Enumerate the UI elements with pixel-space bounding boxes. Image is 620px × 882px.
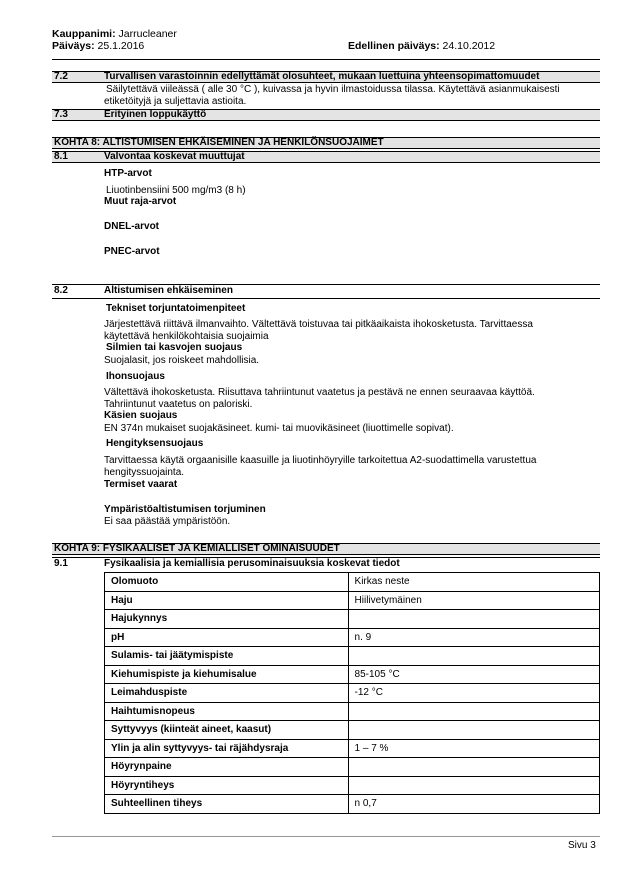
section-8-2-bottom-rule	[52, 298, 600, 299]
property-value: Kirkas neste	[348, 573, 599, 592]
skin-protection-label: Ihonsuojaus	[106, 371, 165, 382]
company-line	[52, 28, 177, 40]
section-7-2-title: Turvallisen varastoinnin edellyttämät olosuhteet, mukaan luettuina yhteensopimattomuudet	[104, 71, 540, 82]
property-label: Haju	[105, 591, 349, 610]
property-value: 1 – 7 %	[348, 739, 599, 758]
property-label: Ylin ja alin syttyvyys- tai räjähdysraja	[105, 739, 349, 758]
table-row	[105, 684, 600, 703]
table-row	[105, 795, 600, 814]
property-label: Hajukynnys	[105, 610, 349, 629]
eye-protection-label: Silmien tai kasvojen suojaus	[106, 342, 243, 353]
table-row	[105, 647, 600, 666]
section-7-3-number: 7.3	[54, 109, 68, 120]
table-row	[105, 739, 600, 758]
property-value	[348, 721, 599, 740]
section-8-1-number: 8.1	[54, 151, 68, 162]
table-row	[105, 610, 600, 629]
property-value	[348, 647, 599, 666]
technical-measures-line-1: Järjestettävä riittävä ilmanvaihto. Vältettävä toistuvaa tai pitkäaikaista ihokosketusta. Tarvittaessa	[104, 319, 533, 330]
respiratory-protection-label: Hengityksensuojaus	[106, 438, 204, 449]
section-8-2-number: 8.2	[54, 285, 68, 296]
table-row	[105, 702, 600, 721]
eye-protection-text: Suojalasit, jos roiskeet mahdollisia.	[104, 355, 260, 366]
prev-date-line	[348, 40, 495, 52]
technical-measures-label: Tekniset torjuntatoimenpiteet	[106, 303, 246, 314]
section-7-2-number: 7.2	[54, 71, 68, 82]
company-label: Kauppanimi:	[52, 28, 116, 40]
property-value: n 0,7	[348, 795, 599, 814]
section-9-1-number: 9.1	[54, 558, 68, 569]
environmental-exposure-text: Ei saa päästää ympäristöön.	[104, 516, 231, 527]
property-label: pH	[105, 628, 349, 647]
table-row	[105, 628, 600, 647]
section-7-3-title: Erityinen loppukäyttö	[104, 109, 207, 120]
section-8-2-title: Altistumisen ehkäiseminen	[104, 285, 233, 296]
header-divider	[52, 59, 600, 60]
kohta-9-title: KOHTA 9: FYSIKAALISET JA KEMIALLISET OMINAISUUDET	[54, 543, 340, 554]
property-value: n. 9	[348, 628, 599, 647]
property-label: Kiehumispiste ja kiehumisalue	[105, 665, 349, 684]
properties-table	[104, 572, 600, 814]
property-label: Sulamis- tai jäätymispiste	[105, 647, 349, 666]
property-value: 85-105 °C	[348, 665, 599, 684]
section-9-1-title: Fysikaalisia ja kemiallisia perusominaisuuksia koskevat tiedot	[104, 558, 400, 569]
footer-divider	[52, 836, 600, 837]
table-row	[105, 573, 600, 592]
storage-text-line-1: Säilytettävä viileässä ( alle 30 °C ), kuivassa ja hyvin ilmastoidussa tilassa. Käytettävä asianmukaisesti	[106, 84, 560, 95]
pnec-label: PNEC-arvot	[104, 246, 160, 257]
hand-protection-text: EN 374n mukaiset suojakäsineet. kumi- tai muovikäsineet (liuottimelle sopivat).	[104, 423, 454, 434]
table-row	[105, 776, 600, 795]
prev-date-value: 24.10.2012	[442, 40, 496, 52]
htp-value: Liuotinbensiini 500 mg/m3 (8 h)	[106, 185, 246, 196]
skin-protection-line-1: Vältettävä ihokosketusta. Riisuttava tahriintunut vaatetus ja pestävä ne ennen seuraavaa käyttöä.	[104, 387, 535, 398]
table-row	[105, 758, 600, 777]
property-value: -12 °C	[348, 684, 599, 703]
property-label: Suhteellinen tiheys	[105, 795, 349, 814]
hand-protection-label: Käsien suojaus	[104, 410, 178, 421]
property-label: Haihtumisnopeus	[105, 702, 349, 721]
property-label: Höyryntiheys	[105, 776, 349, 795]
kohta-8-title: KOHTA 8: ALTISTUMISEN EHKÄISEMINEN JA HENKILÖNSUOJAIMET	[54, 137, 384, 148]
other-limits-label: Muut raja-arvot	[104, 196, 177, 207]
company-value: Jarrucleaner	[118, 28, 177, 40]
thermal-hazards-label: Termiset vaarat	[104, 479, 178, 490]
property-value	[348, 758, 599, 777]
page-number: Sivu 3	[568, 840, 596, 851]
technical-measures-line-2: käytettävä henkilökohtaisia suojaimia	[104, 331, 269, 342]
property-value: Hiilivetymäinen	[348, 591, 599, 610]
respiratory-protection-line-1: Tarvittaessa käytä orgaanisille kaasuille ja liuotinhöyryille tarkoitettua A2-suodattimella varustettua	[104, 455, 537, 466]
prev-date-label: Edellinen päiväys:	[348, 40, 440, 52]
date-label: Päiväys:	[52, 40, 95, 52]
dnel-label: DNEL-arvot	[104, 221, 160, 232]
table-row	[105, 665, 600, 684]
environmental-exposure-label: Ympäristöaltistumisen torjuminen	[104, 504, 266, 515]
property-label: Höyrynpaine	[105, 758, 349, 777]
table-row	[105, 591, 600, 610]
section-8-1-title: Valvontaa koskevat muuttujat	[104, 151, 245, 162]
property-value	[348, 702, 599, 721]
table-row	[105, 721, 600, 740]
property-value	[348, 776, 599, 795]
skin-protection-line-2: Tahriintunut vaatetus on paloriski.	[104, 399, 253, 410]
property-label: Olomuoto	[105, 573, 349, 592]
respiratory-protection-line-2: hengityssuojainta.	[104, 467, 185, 478]
date-value: 25.1.2016	[97, 40, 145, 52]
property-label: Leimahduspiste	[105, 684, 349, 703]
storage-text-line-2: etiketöityjä ja suljettavia astioita.	[104, 96, 247, 107]
property-label: Syttyvyys (kiinteät aineet, kaasut)	[105, 721, 349, 740]
date-line	[52, 40, 144, 52]
htp-label: HTP-arvot	[104, 168, 152, 179]
property-value	[348, 610, 599, 629]
